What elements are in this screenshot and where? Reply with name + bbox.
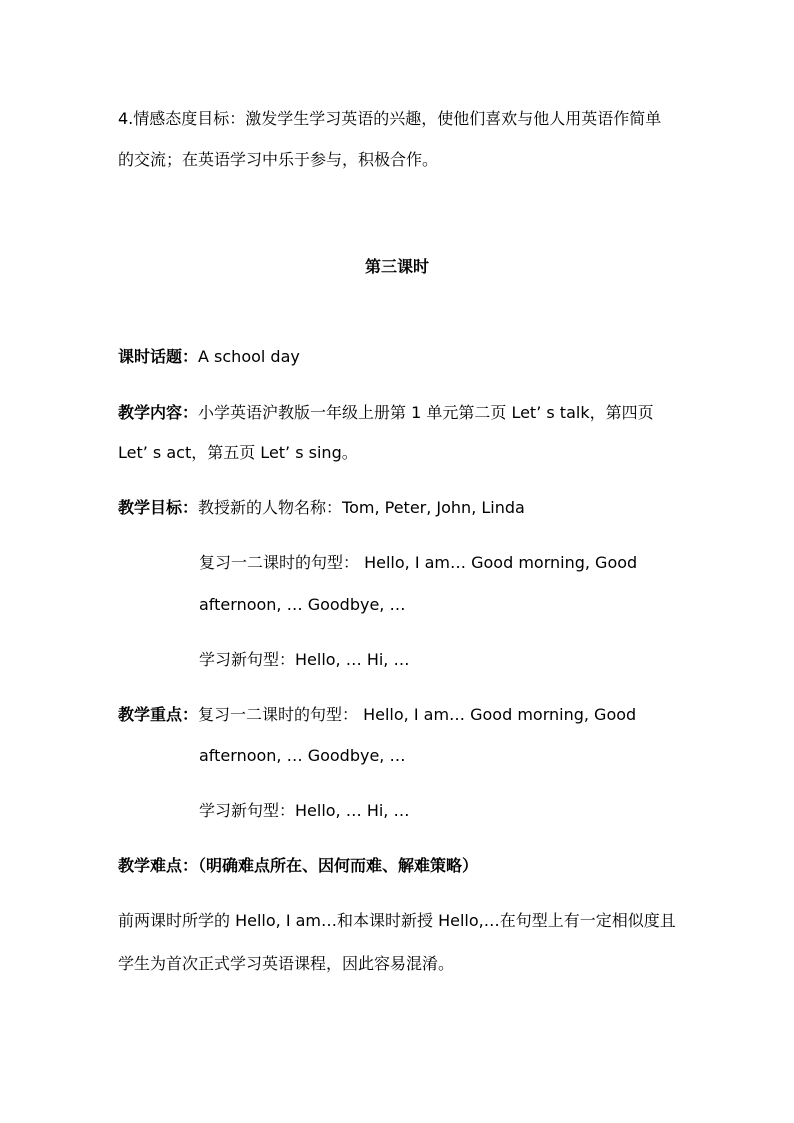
key-points-line-3: 学习新句型：Hello, … Hi, … bbox=[199, 801, 410, 820]
content-line-1: 小学英语沪教版一年级上册第 1 单元第二页 Let’ s talk，第四页 bbox=[198, 403, 654, 422]
objectives-paragraph bbox=[118, 496, 525, 520]
objectives-line-4: 学习新句型：Hello, … Hi, … bbox=[199, 650, 410, 669]
content-paragraph bbox=[118, 401, 654, 425]
difficulties-line-2: 学生为首次正式学习英语课程，因此容易混淆。 bbox=[118, 954, 455, 973]
difficulties-label: 教学难点：（明确难点所在、因何而难、解难策略） bbox=[118, 856, 479, 875]
key-points-line-2: afternoon, … Goodbye, … bbox=[199, 746, 406, 765]
objectives-line-3: afternoon, … Goodbye, … bbox=[199, 595, 406, 614]
topic-value: A school day bbox=[198, 347, 300, 366]
content-line-2: Let’ s act，第五页 Let’ s sing。 bbox=[118, 443, 358, 462]
topic-paragraph bbox=[118, 345, 300, 369]
key-points-line-1: 复习一二课时的句型： Hello, I am… Good morning, Good bbox=[198, 705, 637, 724]
content-label: 教学内容： bbox=[118, 403, 199, 422]
intro-line-2: 的交流；在英语学习中乐于参与，积极合作。 bbox=[118, 150, 439, 169]
intro-line-1: 4.情感态度目标：激发学生学习英语的兴趣，使他们喜欢与他人用英语作简单 bbox=[118, 109, 662, 128]
key-points-paragraph bbox=[118, 703, 636, 727]
topic-label: 课时话题： bbox=[118, 347, 199, 366]
objectives-line-2: 复习一二课时的句型： Hello, I am… Good morning, Good bbox=[199, 553, 638, 572]
section-title: 第三课时 bbox=[364, 257, 429, 276]
key-points-label: 教学重点： bbox=[118, 705, 199, 724]
objectives-line-1: 教授新的人物名称：Tom, Peter, John, Linda bbox=[198, 498, 525, 517]
objectives-label: 教学目标： bbox=[118, 498, 199, 517]
difficulties-line-1: 前两课时所学的 Hello, I am…和本课时新授 Hello,…在句型上有一定相似度且 bbox=[118, 911, 676, 930]
